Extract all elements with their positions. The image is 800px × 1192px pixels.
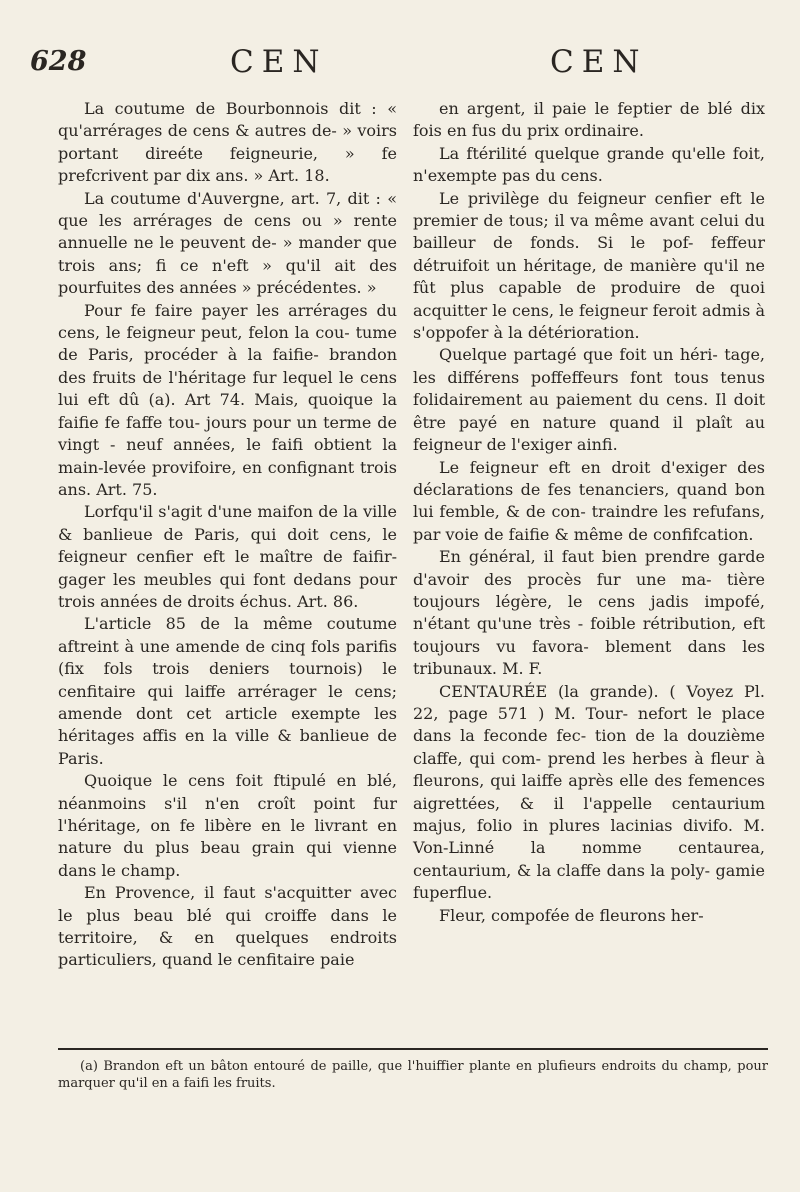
paragraph: Pour fe faire payer les arrérages du cens, le feigneur peut, felon la cou- tume de Paris, procéder à la faifie- brandon des fruits de l'héritage fur lequel le cens lui eft dû (a). Art 74. Mais, quoique la faifie fe faffe tou- jours pour un terme de vingt - neuf années, le faifi obtient la main-levée provifoire, en confignant trois ans. Art. 75. xyxy=(58,300,397,499)
footnote-rule xyxy=(58,1048,768,1050)
paragraph: La coutume d'Auvergne, art. 7, dit : « que les arrérages de cens ou » rente annuelle ne le peuvent de- » mander que trois ans; fi ce n'eft » qu'il ait des pourfuites des années » précédentes. » xyxy=(58,188,397,298)
paragraph: La ftérilité quelque grande qu'elle foit, n'exempte pas du cens. xyxy=(413,143,765,186)
page-header xyxy=(30,46,770,96)
running-head-left: CEN xyxy=(230,44,328,80)
paragraph: Lorfqu'il s'agit d'une maifon de la ville & banlieue de Paris, qui doit cens, le feigneur cenfier eft le maître de faifir-gager les meubles qui font dedans pour trois années de droits échus. Art. 86. xyxy=(58,502,397,611)
left-column xyxy=(58,98,397,972)
footnote xyxy=(58,1058,768,1092)
paragraph: Le privilège du feigneur cenfier eft le premier de tous; il va même avant celui du bailleur de fonds. Si le pof- feffeur détruifoit un héritage, de manière qu'il ne fût plus capable de produire de quoi acquitter le cens, le feigneur feroit admis à s'oppofer à la détérioration. xyxy=(413,188,765,343)
page-number: 628 xyxy=(30,46,87,77)
paragraph: En général, il faut bien prendre garde d'avoir des procès fur une ma- tière toujours légère, le cens jadis impofé, n'étant qu'une très - foible rétribution, eft toujours vu favora- blement dans les tribunaux. M. F. xyxy=(413,547,765,679)
right-column xyxy=(413,98,765,927)
footnote-text: (a) Brandon eft un bâton entouré de paille, que l'huiffier plante en plufieurs endroits du champ, pour marquer qu'il en a faifi les fruits. xyxy=(58,1059,768,1091)
paragraph: Fleur, compofée de fleurons her- xyxy=(439,905,704,925)
paragraph: Le feigneur eft en droit d'exiger des déclarations de fes tenanciers, quand bon lui femble, & de con- traindre les refufans, par voie de faifie & même de confifcation. xyxy=(413,457,765,544)
running-head-right: CEN xyxy=(550,44,648,80)
paragraph: en argent, il paie le feptier de blé dix fois en fus du prix ordinaire. xyxy=(413,99,765,141)
paragraph: Quoique le cens foit ftipulé en blé, néanmoins s'il n'en croît point fur l'héritage, on fe libère en le livrant en nature du plus beau grain qui vienne dans le champ. xyxy=(58,771,397,880)
entry-centauree: CENTAURÉE (la grande). ( Voyez Pl. 22, page 571 ) M. Tour- nefort le place dans la feconde fec- tion de la douzième claffe, qui com- prend les herbes à fleur à fleurons, qui laiffe après elle des femences aigrettées, & il l'appelle centaurium majus, folio in plures lacinias divifo. M. Von-Linné la nomme centaurea, centaurium, & la claffe dans la poly- gamie fuperflue. xyxy=(413,681,765,903)
paragraph: Quelque partagé que foit un héri- tage, les différens poffeffeurs font tous tenus folidairement au paiement du cens. Il doit être payé en nature quand il plaît au feigneur de l'exiger ainfi. xyxy=(413,345,765,455)
paragraph: En Provence, il faut s'acquitter avec le plus beau blé qui croiffe dans le territoire, & en quelques endroits particuliers, quand le cenfitaire paie xyxy=(58,883,397,970)
paragraph: La coutume de Bourbonnois dit : « qu'arrérages de cens & autres de- » voirs portant direéte feigneurie, » fe prefcrivent par dix ans. » Art. 18. xyxy=(58,99,397,186)
paragraph: L'article 85 de la même coutume aftreint à une amende de cinq fols parifis (fix fols trois deniers tournois) le cenfitaire qui laiffe arrérager le cens; amende dont cet article exempte les héritages affis en la ville & banlieue de Paris. xyxy=(58,614,397,768)
